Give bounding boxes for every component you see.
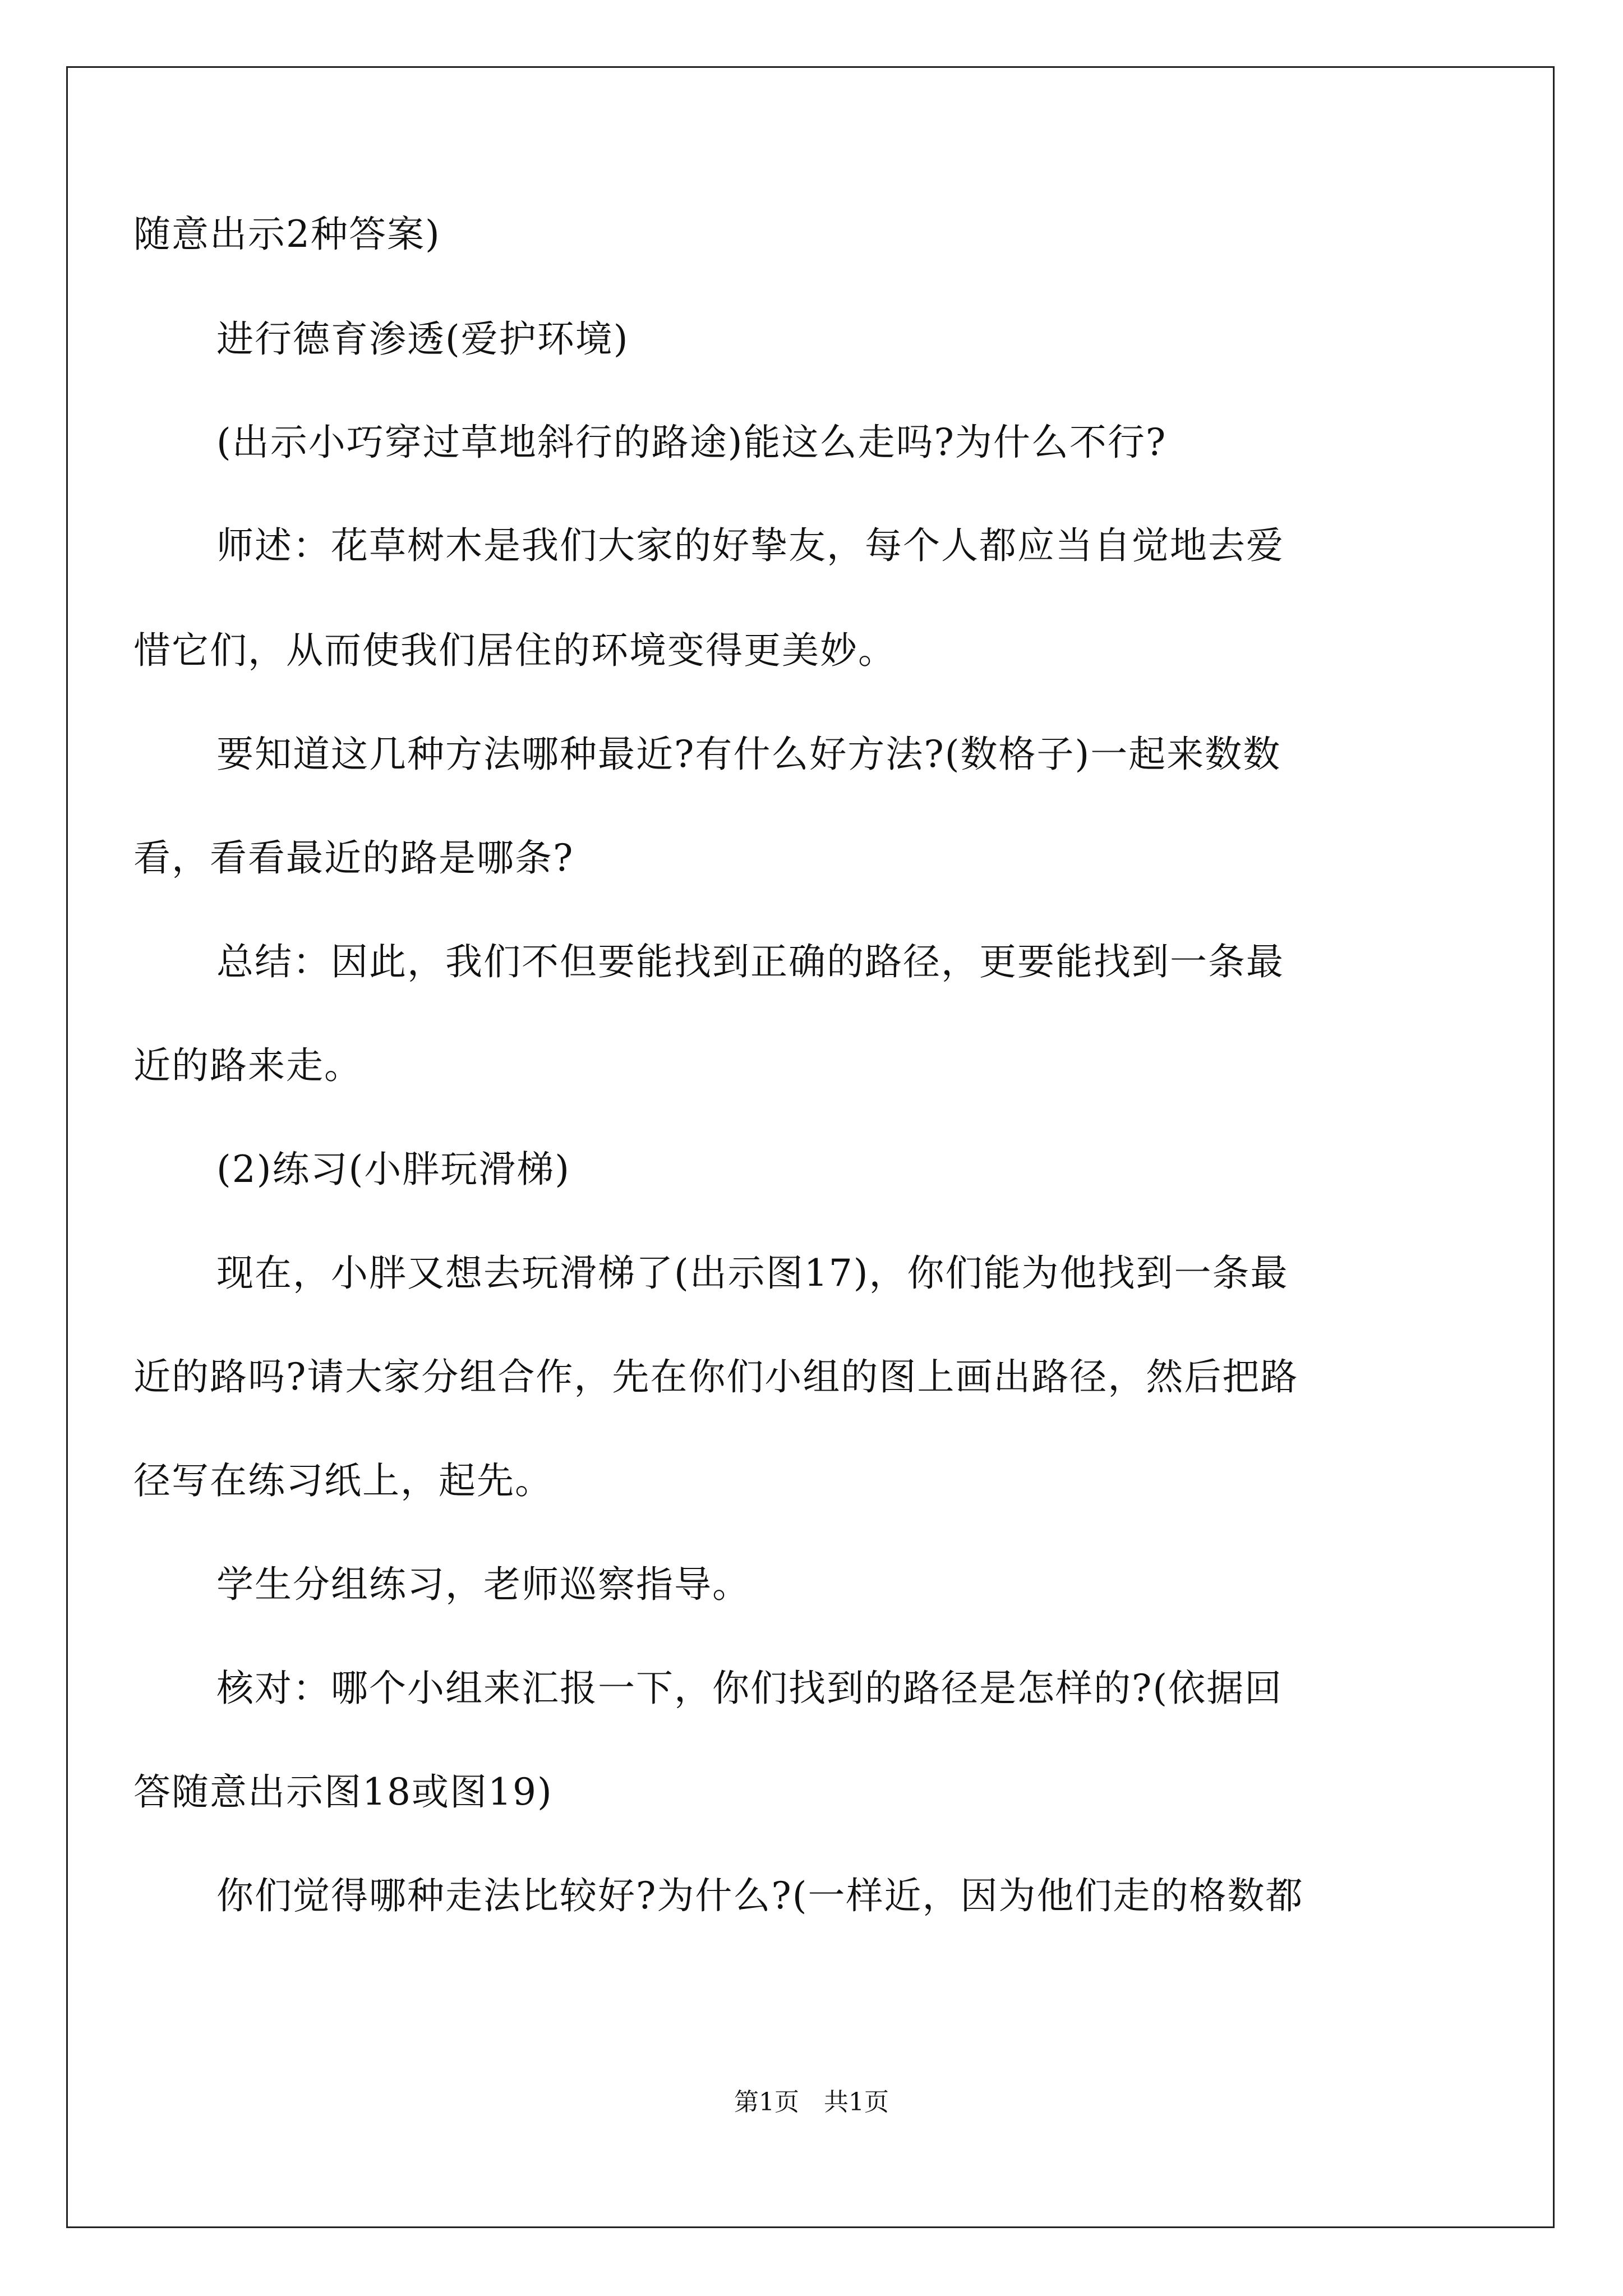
text-line: 随意出示2种答案) bbox=[133, 213, 441, 256]
text-line: 径写在练习纸上，起先。 bbox=[133, 1459, 553, 1502]
page-number: 第1页 共1页 bbox=[734, 2088, 889, 2116]
text-line: 近的路来走。 bbox=[133, 1044, 362, 1087]
text-line: 惜它们，从而使我们居住的环境变得更美妙。 bbox=[133, 629, 896, 672]
text-line: (出示小巧穿过草地斜行的路途)能这么走吗?为什么不行? bbox=[216, 421, 1167, 464]
text-line: 你们觉得哪种走法比较好?为什么?(一样近，因为他们走的格数都 bbox=[216, 1874, 1304, 1917]
text-line: 近的路吗?请大家分组合作，先在你们小组的图上画出路径，然后把路 bbox=[133, 1355, 1299, 1398]
text-line: 进行德育渗透(爱护环境) bbox=[216, 318, 629, 361]
text-line: 核对：哪个小组来汇报一下，你们找到的路径是怎样的?(依据回 bbox=[216, 1667, 1283, 1710]
text-line: 现在，小胖又想去玩滑梯了(出示图17)，你们能为他找到一条最 bbox=[216, 1251, 1289, 1295]
text-line: 学生分组练习，老师巡察指导。 bbox=[216, 1563, 750, 1606]
text-line: 师述：花草树木是我们大家的好挚友，每个人都应当自觉地去爱 bbox=[216, 524, 1284, 567]
text-line: 看，看看最近的路是哪条? bbox=[133, 836, 574, 880]
text-line: 总结：因此，我们不但要能找到正确的路径，更要能找到一条最 bbox=[216, 940, 1284, 983]
text-line: (2)练习(小胖玩滑梯) bbox=[216, 1148, 570, 1191]
text-line: 答随意出示图18或图19) bbox=[133, 1770, 553, 1814]
text-line: 要知道这几种方法哪种最近?有什么好方法?(数格子)一起来数数 bbox=[216, 733, 1281, 776]
